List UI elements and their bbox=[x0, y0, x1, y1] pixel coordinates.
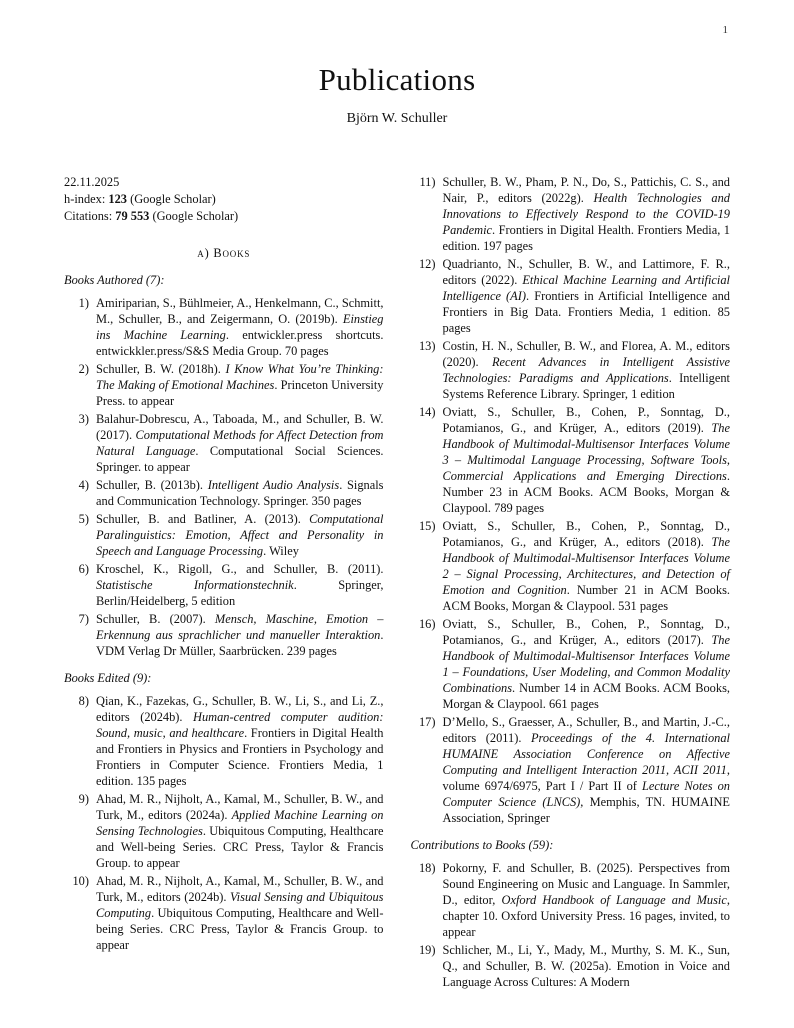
reference-text bbox=[443, 338, 731, 402]
reference-plain-segment: Schuller, B. W. (2018h). bbox=[96, 362, 226, 377]
reference-item bbox=[411, 256, 731, 336]
reference-number: 18) bbox=[418, 861, 436, 875]
citations-label: Citations: bbox=[64, 209, 116, 224]
left-column bbox=[64, 174, 384, 992]
reference-title-segment: Human-centred computer audition: Sound, music, and healthcare bbox=[96, 710, 384, 741]
page-title: Publications bbox=[318, 62, 476, 97]
reference-plain-segment: Pokorny, F. and Schuller, B. (2025). Perspectives from Sound Engineering on Music and Language. In Sammler, D., editor, bbox=[442, 861, 730, 907]
reference-number: 12) bbox=[418, 257, 436, 271]
reference-number: 5) bbox=[78, 512, 89, 527]
reference-text bbox=[96, 693, 384, 789]
reference-plain-segment: Schuller, B. (2013b). bbox=[96, 478, 208, 493]
reference-title-segment: Einstieg ins Machine Learning bbox=[96, 312, 384, 343]
reference-item bbox=[64, 477, 384, 509]
reference-number: 8) bbox=[78, 694, 89, 709]
reference-text bbox=[443, 256, 731, 336]
reference-plain-segment: Schuller, B. and Batliner, A. (2013). bbox=[96, 512, 310, 527]
reference-plain-segment: , Memphis, TN. HUMAINE Association, Springer bbox=[442, 795, 730, 825]
reference-text bbox=[96, 361, 384, 409]
reference-number: 1) bbox=[78, 296, 89, 311]
reference-number: 6) bbox=[78, 562, 89, 577]
reference-list-right bbox=[411, 174, 731, 990]
reference-plain-segment: . Frontiers in Artificial Intelligence and Frontiers in Big Data. Frontiers Media, 1 edition. 85 pages bbox=[442, 289, 730, 335]
reference-title-segment: The Handbook of Multimodal-Multisensor Interfaces Volume 2 – Signal Processing, Architectures, and Detection of Emotion and Cognition bbox=[442, 535, 730, 597]
reference-text bbox=[96, 295, 384, 359]
reference-item bbox=[64, 511, 384, 559]
reference-title-segment: Lecture Notes on Computer Science (LNCS) bbox=[442, 779, 730, 809]
subsection-heading: Books Edited (9): bbox=[64, 671, 152, 686]
reference-text bbox=[443, 404, 731, 516]
reference-item bbox=[64, 873, 384, 953]
citations-value: 79 553 bbox=[115, 209, 150, 224]
reference-plain-segment: . Frontiers in Digital Health and Frontiers in Physics and Frontiers in Psychology and Frontiers in Computer Science. Frontiers Media, 1 edition. 135 pages bbox=[96, 726, 384, 789]
reference-title-segment: Computational Methods for Affect Detection from Natural Language bbox=[96, 428, 384, 459]
reference-item bbox=[64, 361, 384, 409]
reference-title-segment: Recent Advances in Intelligent Assistive Technologies: Paradigms and Applications bbox=[442, 355, 731, 385]
reference-number: 17) bbox=[418, 715, 436, 729]
reference-item bbox=[64, 693, 384, 789]
reference-title-segment: Visual Sensing and Ubiquitous Computing bbox=[96, 890, 384, 921]
reference-number: 2) bbox=[78, 362, 89, 377]
reference-text bbox=[96, 791, 384, 871]
reference-plain-segment: Amiriparian, S., Bühlmeier, A., Henkelmann, C., Schmitt, M., Schuller, B., and Zeigermann, O. (2019b). bbox=[96, 296, 384, 327]
h-index-line bbox=[64, 191, 384, 208]
reference-item bbox=[64, 561, 384, 609]
reference-number: 7) bbox=[78, 612, 89, 627]
reference-title-segment: Intelligent Audio Analysis bbox=[207, 478, 340, 493]
reference-plain-segment: . Ubiquitous Computing, Healthcare and Well-being Series. CRC Press, Taylor & Francis Group. to appear bbox=[96, 824, 384, 871]
reference-number: 15) bbox=[418, 519, 436, 533]
reference-plain-segment: Ahad, M. R., Nijholt, A., Kamal, M., Schuller, B. W., and Turk, M., editors (2024b). bbox=[96, 874, 384, 905]
section-heading: a) Books bbox=[197, 246, 251, 261]
reference-text bbox=[443, 860, 731, 940]
citations-suffix: (Google Scholar) bbox=[149, 209, 239, 224]
h-index-suffix: (Google Scholar) bbox=[126, 192, 216, 207]
reference-number: 13) bbox=[418, 339, 436, 353]
reference-text bbox=[443, 942, 731, 990]
reference-item bbox=[64, 295, 384, 359]
reference-item bbox=[411, 714, 731, 826]
reference-number: 10) bbox=[72, 874, 89, 889]
reference-plain-segment: Oviatt, S., Schuller, B., Cohen, P., Sonntag, D., Potamianos, G., and Krüger, A., editors (2017). bbox=[442, 617, 730, 647]
reference-number: 19) bbox=[418, 943, 436, 957]
two-column-layout bbox=[64, 174, 730, 992]
right-column bbox=[411, 174, 731, 992]
reference-plain-segment: Schuller, B. W., Pham, P. N., Do, S., Pattichis, C. S., and Nair, P., editors (2022g). bbox=[442, 175, 730, 205]
reference-plain-segment: Ahad, M. R., Nijholt, A., Kamal, M., Schuller, B. W., and Turk, M., editors (2024a). bbox=[96, 792, 384, 823]
reference-plain-segment: . Signals and Communication Technology. Springer. 350 pages bbox=[96, 478, 384, 509]
page-number: 1 bbox=[722, 24, 728, 36]
reference-plain-segment: Quadrianto, N., Schuller, B. W., and Lattimore, F. R., editors (2022). bbox=[442, 257, 730, 287]
reference-number: 3) bbox=[78, 412, 89, 427]
reference-title-segment: Statistische Informationstechnik bbox=[96, 578, 294, 593]
reference-plain-segment: . Number 21 in ACM Books. ACM Books, Morgan & Claypool. 531 pages bbox=[442, 583, 730, 613]
reference-plain-segment: . entwickler.press shortcuts. entwickkler.press/S&S Media Group. 70 pages bbox=[96, 328, 384, 359]
reference-item bbox=[411, 338, 731, 402]
reference-number: 16) bbox=[418, 617, 436, 631]
reference-title-segment: Oxford Handbook of Language and Music bbox=[501, 893, 727, 907]
reference-plain-segment: Oviatt, S., Schuller, B., Cohen, P., Sonntag, D., Potamianos, G., and Krüger, A., editors (2018). bbox=[442, 519, 730, 549]
reference-list-left bbox=[64, 245, 384, 953]
reference-number: 14) bbox=[418, 405, 436, 419]
reference-plain-segment: . Number 14 in ACM Books. ACM Books, Morgan & Claypool. 661 pages bbox=[442, 681, 730, 711]
reference-item bbox=[64, 411, 384, 475]
reference-plain-segment: . Wiley bbox=[263, 544, 299, 559]
reference-item bbox=[411, 616, 731, 712]
reference-text bbox=[96, 411, 384, 475]
reference-plain-segment: Costin, H. N., Schuller, B. W., and Florea, A. M., editors (2020). bbox=[442, 339, 730, 369]
reference-text bbox=[443, 174, 731, 254]
reference-text bbox=[96, 611, 384, 659]
reference-plain-segment: . Computational Social Sciences. Springer. to appear bbox=[96, 444, 384, 475]
reference-plain-segment: , volume 6974/6975, Part I / Part II of bbox=[442, 763, 730, 793]
reference-text bbox=[443, 714, 731, 826]
reference-title-segment: Computational Paralinguistics: Emotion, Affect and Personality in Speech and Language Processing bbox=[96, 512, 384, 559]
reference-title-segment: Health Technologies and Innovations to Effectively Respond to the COVID-19 Pandemic bbox=[442, 191, 730, 237]
reference-plain-segment: Qian, K., Fazekas, G., Schuller, B. W., Li, S., and Li, Z., editors (2024b). bbox=[96, 694, 384, 725]
metrics-block bbox=[64, 174, 384, 225]
reference-plain-segment: Schlicher, M., Li, Y., Mady, M., Murthy, S. M. K., Sun, Q., and Schuller, B. W. (2025a). Emotion in Voice and Language Across Cultures: A Modern bbox=[442, 943, 730, 989]
reference-plain-segment: D’Mello, S., Graesser, A., Schuller, B., and Martin, J.-C., editors (2011). bbox=[442, 715, 730, 745]
reference-item bbox=[411, 518, 731, 614]
reference-title-segment: The Handbook of Multimodal-Multisensor Interfaces Volume 3 – Multimodal Language Processing, Software Tools, Commercial Applications and Emerging Directions bbox=[442, 421, 730, 483]
reference-text bbox=[443, 518, 731, 614]
subsection-heading: Books Authored (7): bbox=[64, 273, 165, 288]
reference-text bbox=[96, 873, 384, 953]
reference-title-segment: Ethical Machine Learning and Artificial Intelligence (AI) bbox=[442, 273, 730, 303]
reference-text bbox=[96, 511, 384, 559]
reference-title-segment: I Know What You’re Thinking: The Making of Emotional Machines bbox=[96, 362, 384, 393]
h-index-value: 123 bbox=[108, 192, 127, 207]
reference-plain-segment: . VDM Verlag Dr Müller, Saarbrücken. 239 pages bbox=[96, 628, 384, 659]
reference-plain-segment: . Frontiers in Digital Health. Frontiers Media, 1 edition. 197 pages bbox=[442, 223, 730, 253]
reference-plain-segment: . Number 23 in ACM Books. ACM Books, Morgan & Claypool. 789 pages bbox=[442, 469, 730, 515]
h-index-label: h-index: bbox=[64, 192, 109, 207]
reference-item bbox=[64, 611, 384, 659]
reference-number: 4) bbox=[78, 478, 89, 493]
reference-item bbox=[64, 791, 384, 871]
reference-plain-segment: , chapter 10. Oxford University Press. 16 pages, invited, to appear bbox=[442, 893, 730, 939]
reference-plain-segment: . Intelligent Systems Reference Library. Springer, 1 edition bbox=[442, 371, 730, 401]
reference-plain-segment: . Princeton University Press. to appear bbox=[96, 378, 384, 409]
author-name: Björn W. Schuller bbox=[346, 111, 448, 126]
reference-item bbox=[411, 860, 731, 940]
reference-text bbox=[96, 477, 384, 509]
subsection-heading: Contributions to Books (59): bbox=[410, 838, 554, 852]
reference-title-segment: The Handbook of Multimodal-Multisensor Interfaces Volume 1 – Foundations, User Modeling, and Common Modality Combinations bbox=[442, 633, 730, 695]
reference-plain-segment: Schuller, B. (2007). bbox=[96, 612, 215, 627]
citations-line bbox=[64, 208, 384, 225]
reference-item bbox=[411, 174, 731, 254]
reference-title-segment: Mensch, Maschine, Emotion – Erkennung aus sprachlicher und manueller Interaktion bbox=[96, 612, 384, 643]
reference-item bbox=[411, 942, 731, 990]
reference-number: 11) bbox=[419, 175, 436, 189]
reference-title-segment: Applied Machine Learning on Sensing Technologies bbox=[96, 808, 384, 839]
date-line: 22.11.2025 bbox=[64, 175, 120, 189]
reference-plain-segment: . Springer, Berlin/Heidelberg, 5 edition bbox=[96, 578, 384, 609]
reference-plain-segment: Oviatt, S., Schuller, B., Cohen, P., Sonntag, D., Potamianos, G., and Krüger, A., editors (2019). bbox=[442, 405, 730, 435]
reference-text bbox=[443, 616, 731, 712]
reference-item bbox=[411, 404, 731, 516]
reference-title-segment: Proceedings of the 4. International HUMAINE Association Conference on Affective Computing and Intelligent Interaction 2011, ACII 2011 bbox=[442, 731, 730, 777]
reference-plain-segment: Kroschel, K., Rigoll, G., and Schuller, B. (2011). bbox=[96, 562, 384, 577]
reference-number: 9) bbox=[78, 792, 89, 807]
reference-plain-segment: Balahur-Dobrescu, A., Taboada, M., and Schuller, B. W. (2017). bbox=[96, 412, 384, 443]
reference-text bbox=[96, 561, 384, 609]
reference-plain-segment: . Ubiquitous Computing, Healthcare and Well-being Series. CRC Press, Taylor & Francis Group. to appear bbox=[96, 906, 384, 953]
